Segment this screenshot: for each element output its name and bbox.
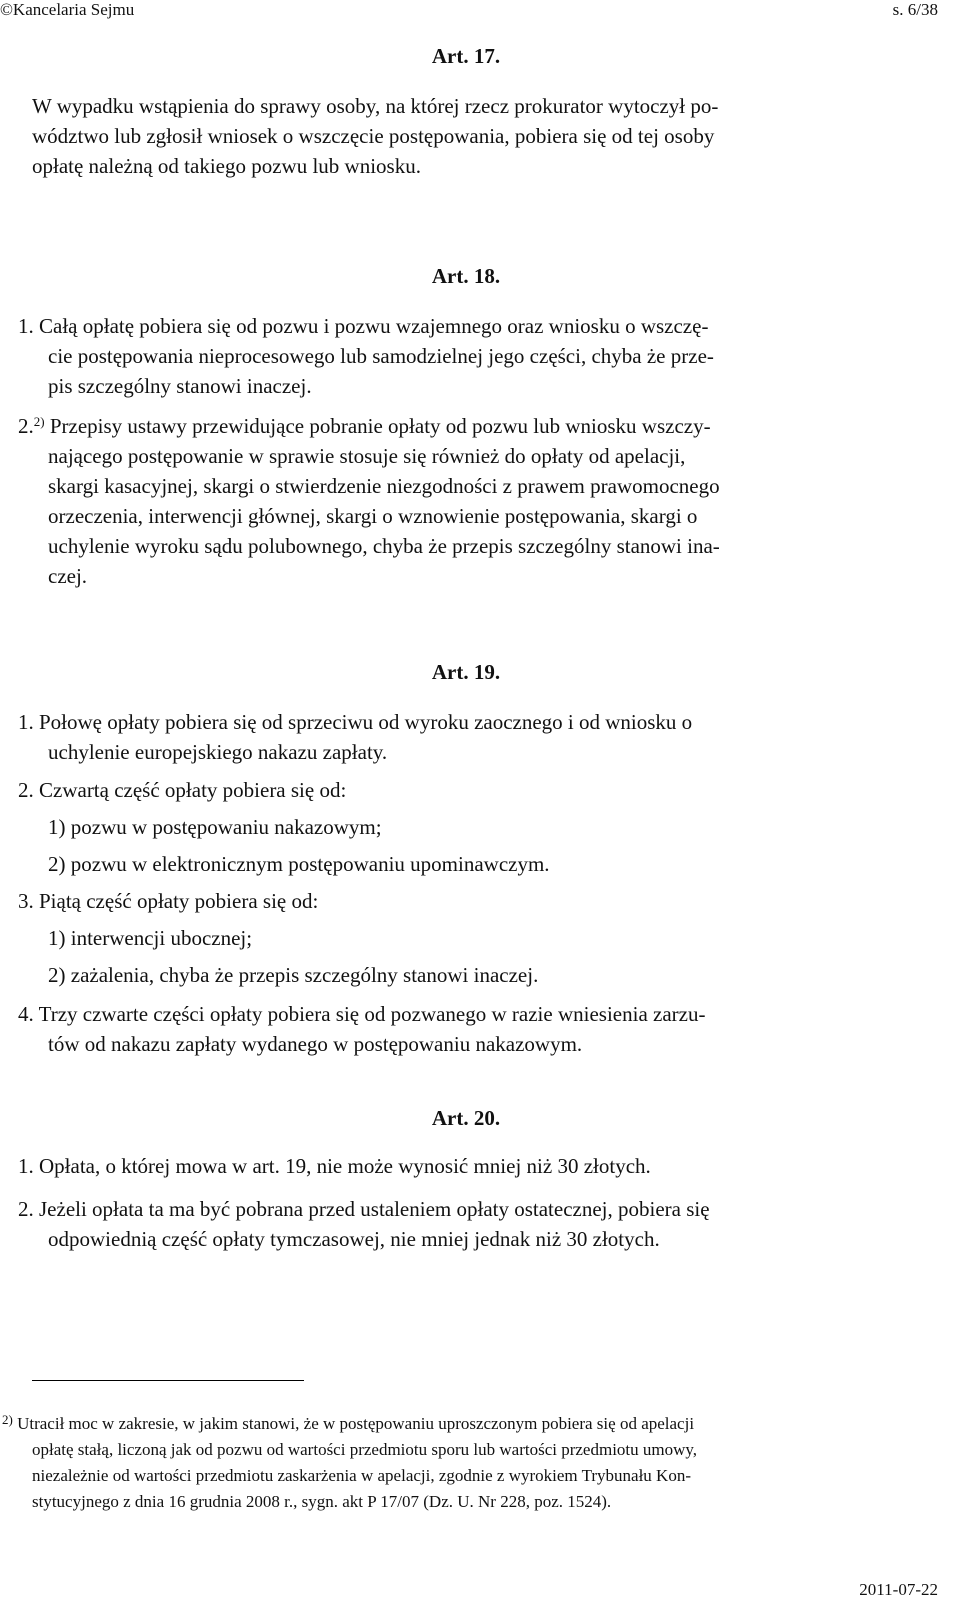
header-page-number: s. 6/38 — [892, 0, 938, 19]
footnote — [2, 1411, 697, 1515]
para-number: 2. — [18, 414, 34, 438]
article-18-para-1 — [18, 311, 714, 401]
footnote-text: Utracił moc w zakresie, w jakim stanowi, że w postępowaniu uproszczonym pobiera się od apelacji — [12, 1414, 695, 1433]
article-19-para-3: 3. Piątą część opłaty pobiera się od: — [18, 889, 319, 913]
footnote-reference[interactable]: 2) — [33, 414, 45, 429]
footnote-separator — [32, 1380, 304, 1381]
footnote-line: opłatę stałą, liczoną jak od pozwu od wartości przedmiotu sporu lub wartości przedmiotu umowy, — [32, 1440, 698, 1459]
article-20-para-1: 1. Opłata, o której mowa w art. 19, nie może wynosić mniej niż 30 złotych. — [18, 1154, 651, 1178]
text-line: uchylenie wyroku sądu polubownego, chyba że przepis szczególny stanowi ina- — [48, 534, 720, 558]
text-line: cie postępowania nieprocesowego lub samodzielnej jego części, chyba że prze- — [48, 344, 714, 368]
list-item: 2) zażalenia, chyba że przepis szczególny stanowi inaczej. — [48, 963, 539, 987]
text-line: uchylenie europejskiego nakazu zapłaty. — [48, 740, 388, 764]
article-18-para-2 — [18, 411, 720, 591]
article-18-title: Art. 18. — [431, 264, 501, 288]
text-line: czej. — [48, 564, 88, 588]
text-line: 4. Trzy czwarte części opłaty pobiera się od pozwanego w razie wniesienia zarzu- — [18, 1002, 706, 1026]
text-line: skargi kasacyjnej, skargi o stwierdzenie niezgodności z prawem prawomocnego — [48, 474, 720, 498]
list-item: 1) interwencji ubocznej; — [48, 926, 253, 950]
text-line — [18, 411, 720, 441]
list-item: 1) pozwu w postępowaniu nakazowym; — [48, 815, 382, 839]
article-20-para-2 — [18, 1194, 710, 1254]
article-19-para-1 — [18, 707, 692, 767]
text-line: nającego postępowanie w sprawie stosuje się również do opłaty od apelacji, — [48, 444, 686, 468]
article-17-text — [32, 91, 718, 181]
text-line: 2. Jeżeli opłata ta ma być pobrana przed ustaleniem opłaty ostatecznej, pobiera się — [18, 1197, 710, 1221]
article-20-title: Art. 20. — [431, 1106, 501, 1130]
footnote-line — [2, 1411, 697, 1437]
text-line: tów od nakazu zapłaty wydanego w postępowaniu nakazowym. — [48, 1032, 583, 1056]
text-line: opłatę należną od takiego pozwu lub wniosku. — [32, 154, 421, 178]
text-line: 1. Całą opłatę pobiera się od pozwu i pozwu wzajemnego oraz wniosku o wszczę- — [18, 314, 709, 338]
footnote-line: niezależnie od wartości przedmiotu zaskarżenia w apelacji, zgodnie z wyrokiem Trybunału Kon- — [32, 1466, 691, 1485]
para-text: Przepisy ustawy przewidujące pobranie opłaty od pozwu lub wniosku wszczy- — [44, 414, 711, 438]
article-19-title: Art. 19. — [431, 660, 501, 684]
article-19-para-4 — [18, 999, 705, 1059]
text-line: odpowiednią część opłaty tymczasowej, nie mniej jednak niż 30 złotych. — [48, 1227, 660, 1251]
text-line: 1. Połowę opłaty pobiera się od sprzeciwu od wyroku zaocznego i od wniosku o — [18, 710, 693, 734]
footer-date: 2011-07-22 — [859, 1580, 938, 1599]
text-line: W wypadku wstąpienia do sprawy osoby, na której rzecz prokurator wytoczył po- — [32, 94, 719, 118]
article-17-title: Art. 17. — [431, 44, 501, 68]
list-item: 2) pozwu w elektronicznym postępowaniu upominawczym. — [48, 852, 550, 876]
text-line: wództwo lub zgłosił wniosek o wszczęcie postępowania, pobiera się od tej osoby — [32, 124, 715, 148]
footnote-marker: 2) — [2, 1412, 13, 1427]
footnote-line: stytucyjnego z dnia 16 grudnia 2008 r., sygn. akt P 17/07 (Dz. U. Nr 228, poz. 1524). — [32, 1492, 612, 1511]
text-line: orzeczenia, interwencji głównej, skargi o wznowienie postępowania, skargi o — [48, 504, 698, 528]
article-19-para-2: 2. Czwartą część opłaty pobiera się od: — [18, 778, 347, 802]
header-source: ©Kancelaria Sejmu — [0, 0, 135, 19]
text-line: pis szczególny stanowi inaczej. — [48, 374, 312, 398]
